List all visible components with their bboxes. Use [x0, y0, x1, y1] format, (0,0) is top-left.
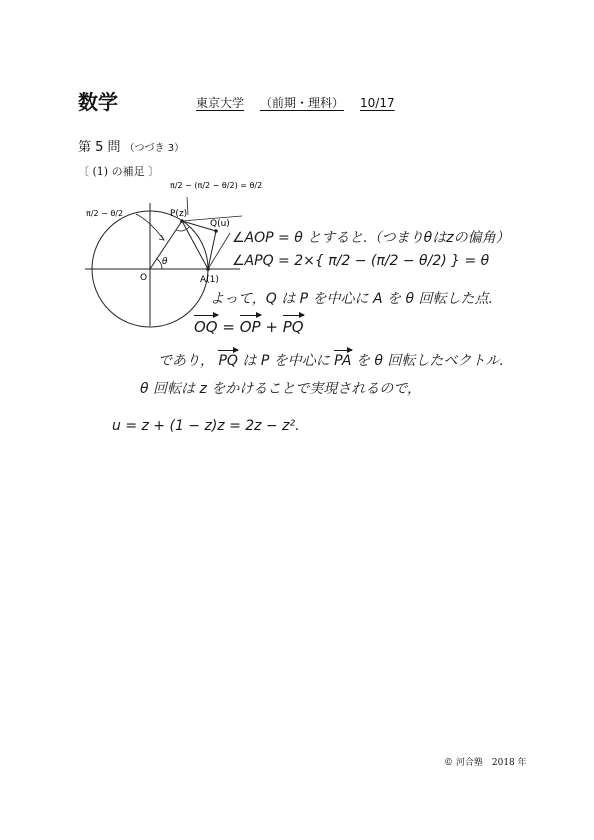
pointer-arrowhead	[159, 235, 164, 240]
vector-PA: PA	[334, 353, 352, 369]
copyright-notice: © 河合塾 2018 年	[444, 758, 527, 768]
solution-line-2-rhs: { π/2 − (π/2 − θ/2) } = θ	[314, 253, 490, 269]
origin-label: O	[140, 273, 148, 283]
point-P	[180, 219, 184, 223]
vector-PQ-2: PQ	[218, 353, 238, 369]
vector-OP: OP	[239, 318, 261, 336]
exam-info	[196, 94, 395, 111]
solution-line-5-c: を θ 回転したベクトル.	[355, 353, 504, 369]
problem-continued: （つづき 3）	[124, 143, 185, 154]
solution-line-5-a: であり，	[158, 353, 214, 369]
segment-PA	[182, 221, 208, 269]
problem-heading	[78, 136, 184, 155]
theta-label: θ	[162, 257, 168, 267]
solution-line-2	[232, 253, 489, 269]
final-equation: u = z + (1 − z)z = 2z − z².	[112, 418, 300, 434]
solution-line-3: よって，Q は P を中心に A を θ 回転した点.	[210, 291, 493, 307]
point-A	[206, 267, 210, 271]
solution-line-6: θ 回転は z をかけることで実現されるので，	[140, 381, 421, 397]
point-P-label: P(z)	[170, 209, 188, 219]
segment-QA	[208, 231, 216, 269]
vector-OQ: OQ	[194, 318, 218, 336]
section-label: 〔 (1) の補足 〕	[78, 165, 160, 178]
solution-line-5-b: は P を中心に	[242, 353, 330, 369]
left-formula: π/2 − θ/2	[86, 209, 124, 218]
university-name: 東京大学	[196, 96, 245, 110]
solution-line-2-lhs: ∠APQ = 2×	[232, 253, 315, 269]
exam-session: （前期・理科）	[260, 96, 345, 110]
point-Q-label: Q(u)	[210, 219, 230, 229]
solution-line-5	[158, 350, 504, 370]
vector-PQ: PQ	[282, 318, 304, 336]
subject-title: 数学	[78, 90, 118, 114]
solution-line-1: ∠AOP = θ とすると.（つまりθはzの偏角）	[232, 230, 510, 246]
page-number: 10/17	[360, 96, 395, 110]
point-Q	[214, 229, 218, 233]
top-formula: π/2 − (π/2 − θ/2) = θ/2	[170, 181, 263, 190]
vector-equation: OQ = OP + PQ	[194, 318, 304, 336]
point-A-label: A(1)	[200, 275, 219, 285]
problem-number: 第 5 問	[78, 140, 121, 155]
